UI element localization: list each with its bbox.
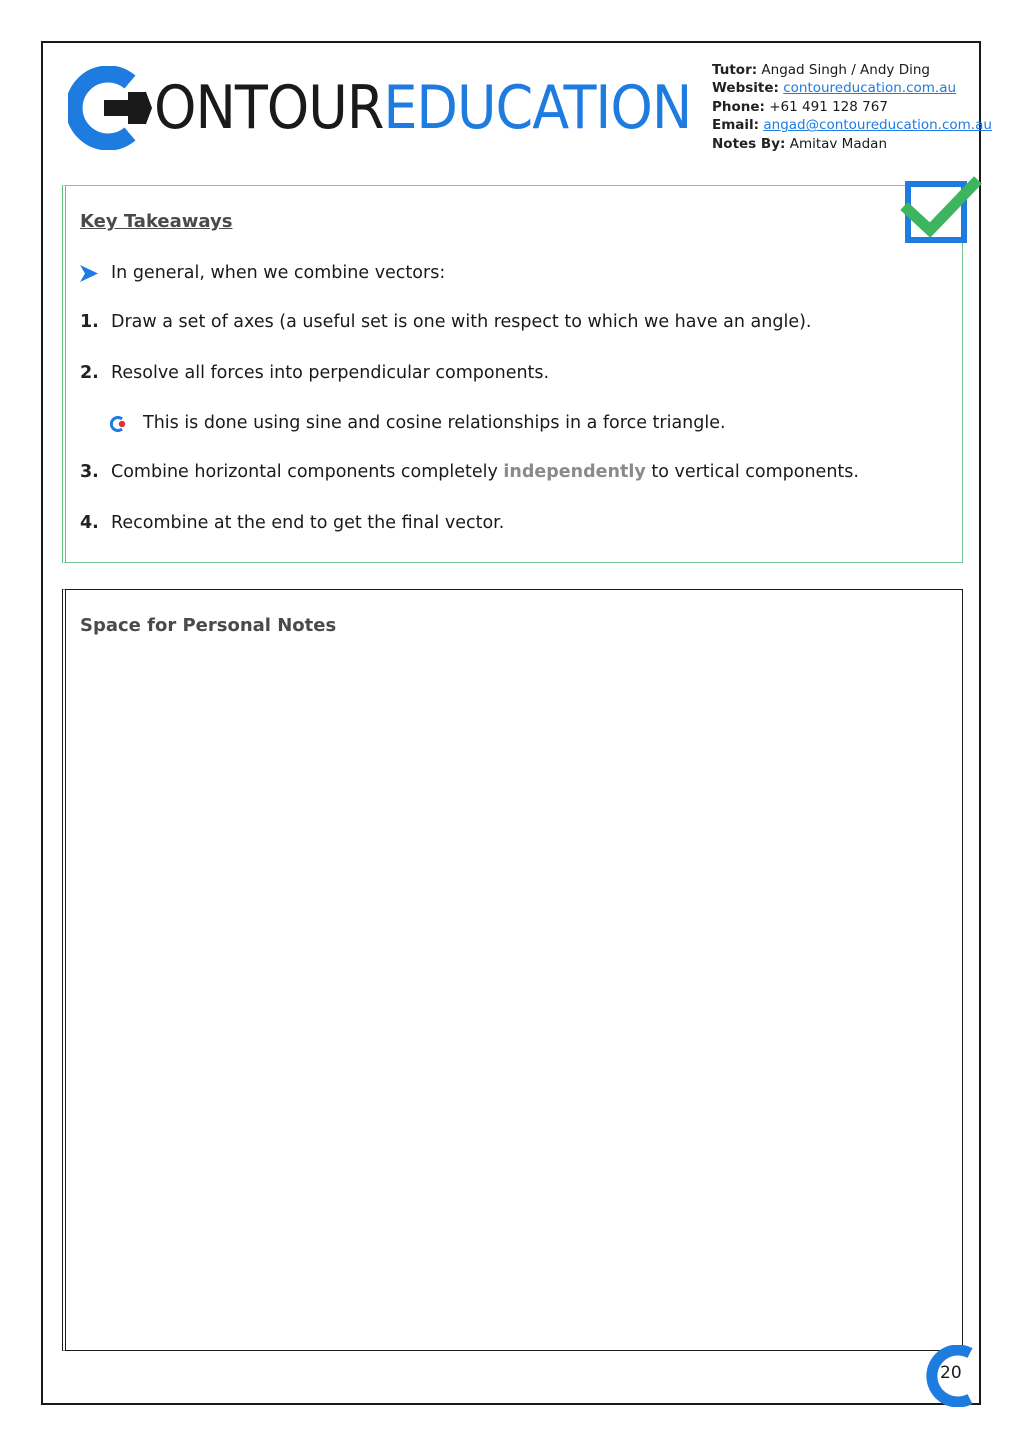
tutor-info-block [712, 61, 992, 153]
step-text: Recombine at the end to get the final vector. [111, 513, 505, 533]
intro-line: In general, when we combine vectors: [111, 263, 446, 283]
checkbox-checked-icon [900, 172, 982, 248]
emphasis-text: independently [503, 462, 646, 482]
tutor-row [712, 61, 982, 79]
email-row [712, 116, 992, 134]
step-number: 1. [80, 312, 99, 332]
personal-notes-box[interactable] [62, 589, 963, 1351]
logo-wordmark-blue: EDUCATION [383, 73, 692, 143]
sub-point-text: This is done using sine and cosine relationships in a force triangle. [143, 413, 726, 433]
logo-wordmark [154, 72, 691, 144]
contour-sub-bullet-icon [110, 416, 128, 432]
contour-education-logo [68, 66, 692, 150]
key-takeaways-title: Key Takeaways [80, 211, 233, 232]
step-number: 2. [80, 363, 99, 383]
phone-label: Phone: [712, 98, 765, 115]
email-label: Email: [712, 117, 760, 134]
website-link[interactable]: contoureducation.com.au [783, 80, 957, 97]
tutor-value: Angad Singh / Andy Ding [761, 62, 930, 78]
arrow-bullet-icon [80, 265, 98, 282]
website-label: Website: [712, 80, 779, 97]
step-text: Resolve all forces into perpendicular components. [111, 363, 550, 383]
notes-by-row [712, 135, 982, 153]
tutor-label: Tutor: [712, 62, 758, 78]
step-text-after: to vertical components. [645, 462, 859, 482]
step-number: 3. [80, 462, 99, 482]
email-link[interactable]: angad@contoureducation.com.au [763, 117, 992, 134]
step-text [111, 462, 859, 482]
phone-value: +61 491 128 767 [769, 98, 888, 115]
phone-row [712, 98, 982, 116]
personal-notes-title: Space for Personal Notes [80, 615, 337, 636]
logo-wordmark-dark: ONTOUR [154, 73, 384, 143]
website-row [712, 79, 982, 97]
notes-by-label: Notes By: [712, 135, 786, 152]
step-text: Draw a set of axes (a useful set is one with respect to which we have an angle). [111, 312, 812, 332]
step-text-before: Combine horizontal components completely [111, 462, 504, 482]
step-number: 4. [80, 513, 99, 533]
notes-by-value: Amitav Madan [789, 135, 888, 152]
contour-c-logo-icon [68, 66, 158, 150]
page-number: 20 [940, 1363, 962, 1383]
page-number-badge [914, 1345, 976, 1407]
